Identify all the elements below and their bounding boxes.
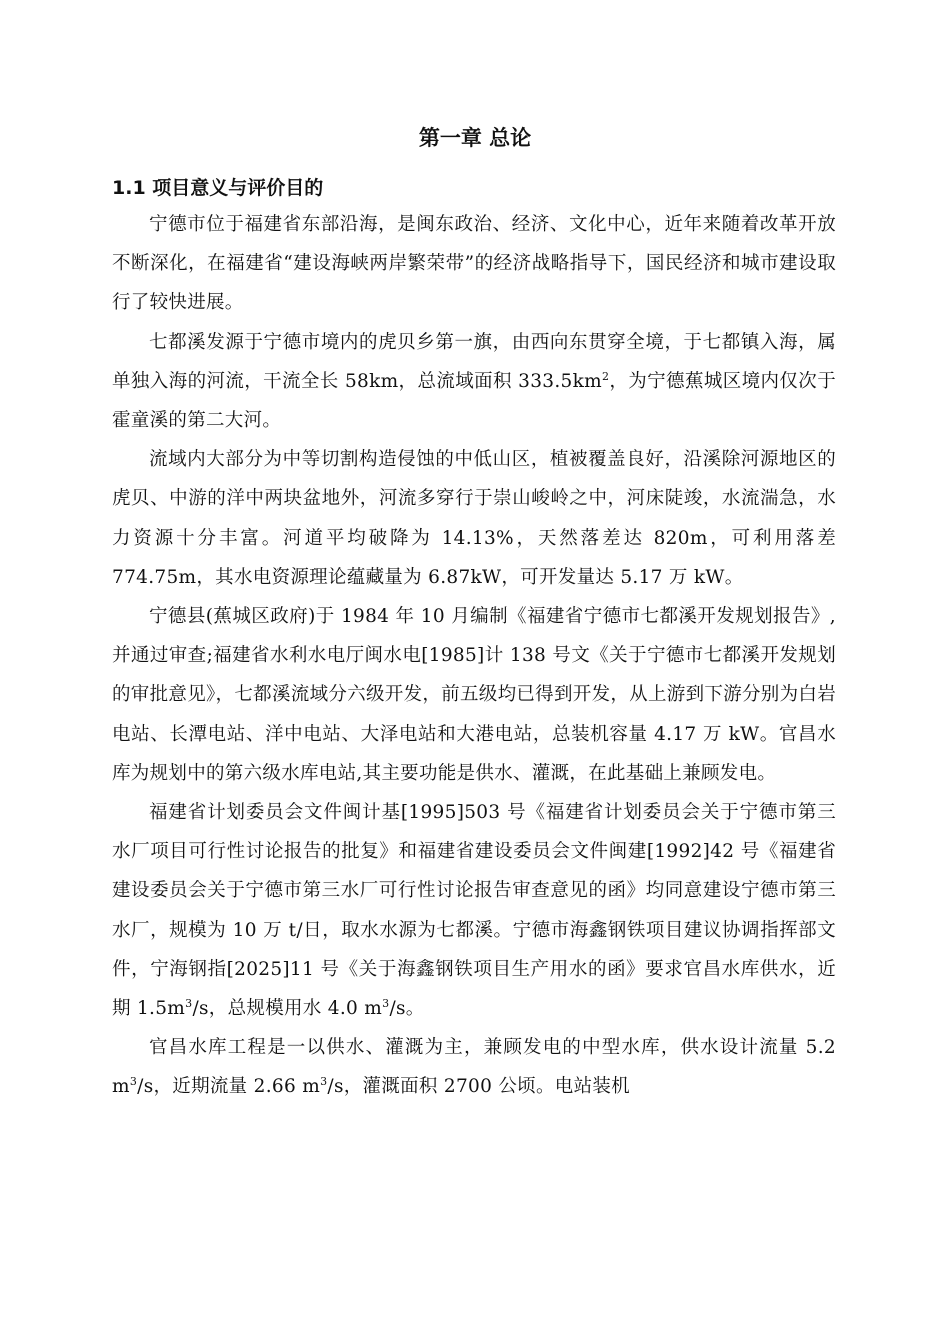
paragraph-2 <box>112 323 836 441</box>
paragraph-4: 宁德县(蕉城区政府)于 1984 年 10 月编制《福建省宁德市七都溪开发规划报告》,并通过审查;福建省水利水电厅闽水电[1985]计 138 号文《关于宁德市七都溪开发规划的审批意见》，七都溪流域分六级开发，前五级均已得到开发，从上游到下游分别为白岩电站、长潭电站、洋中电站、大泽电站和大港电站，总装机容量 4.17 万 kW。官昌水库为规划中的第六级水库电站,其主要功能是供水、灌溉，在此基础上兼顾发电。 <box>112 606 836 784</box>
paragraph-3: 流域内大部分为中等切割构造侵蚀的中低山区，植被覆盖良好，沿溪除河源地区的虎贝、中游的洋中两块盆地外，河流多穿行于崇山峻岭之中，河床陡竣，水流湍急，水力资源十分丰富。河道平均破降为 14.13%，天然落差达 820m，可利用落差 774.75m，其水电资源理论蕴藏量为 6.87kW，可开发量达 5.17 万 kW。 <box>112 449 836 588</box>
superscript: 3 <box>320 1075 328 1089</box>
superscript: 3 <box>185 997 193 1011</box>
paragraph-6-text-b: /s，近期流量 2.66 m <box>137 1076 321 1098</box>
paragraph-5-text-a: 福建省计划委员会文件闽计基[1995]503 号《福建省计划委员会关于宁德市第三水厂项目可行性讨论报告的批复》和福建省建设委员会文件闽建[1992]42 号《福建省建设委员会关于宁德市第三水厂可行性讨论报告审查意见的函》均同意建设宁德市第三水厂，规模为 10 万 t/日，取水水源为七都溪。宁德市海鑫钢铁项目建议协调指挥部文件，宁海钢指[2025]11 号《关于海鑫钢铁项目生产用水的函》要求官昌水库供水，近期 1.5m <box>112 802 836 1020</box>
paragraph-5-text-b: /s，总规模用水 4.0 m <box>192 998 383 1020</box>
superscript: 2 <box>601 369 610 383</box>
superscript: 3 <box>129 1075 138 1089</box>
paragraph-5 <box>112 793 836 1028</box>
chapter-title: 第一章 总论 <box>418 126 532 150</box>
paragraph-2-text-a: 七都溪发源于宁德市境内的虎贝乡第一旗，由西向东贯穿全境，于七都镇入海，属单独入海的河流，干流全长 58km，总流域面积 333.5km <box>112 331 836 392</box>
superscript: 3 <box>382 997 390 1011</box>
paragraph-6-text-a: 官昌水库工程是一以供水、灌溉为主，兼顾发电的中型水库，供水设计流量 5.2 m <box>112 1037 836 1098</box>
paragraph-6 <box>112 1028 836 1106</box>
body-text <box>112 205 836 1107</box>
paragraph-5-text-c: /s。 <box>389 998 425 1020</box>
paragraph-2-text-b: ，为宁德蕉城区境内仅次于霍童溪的第二大河。 <box>112 370 836 432</box>
paragraph-6-text-c: /s，灌溉面积 2700 公顷。电站装机 <box>327 1076 630 1098</box>
paragraph-1: 宁德市位于福建省东部沿海，是闽东政治、经济、文化中心，近年来随着改革开放不断深化，在福建省“建设海峡两岸繁荣带”的经济战略指导下，国民经济和城市建设取行了较快进展。 <box>112 214 836 314</box>
section-heading: 1.1 项目意义与评价目的 <box>112 177 324 199</box>
